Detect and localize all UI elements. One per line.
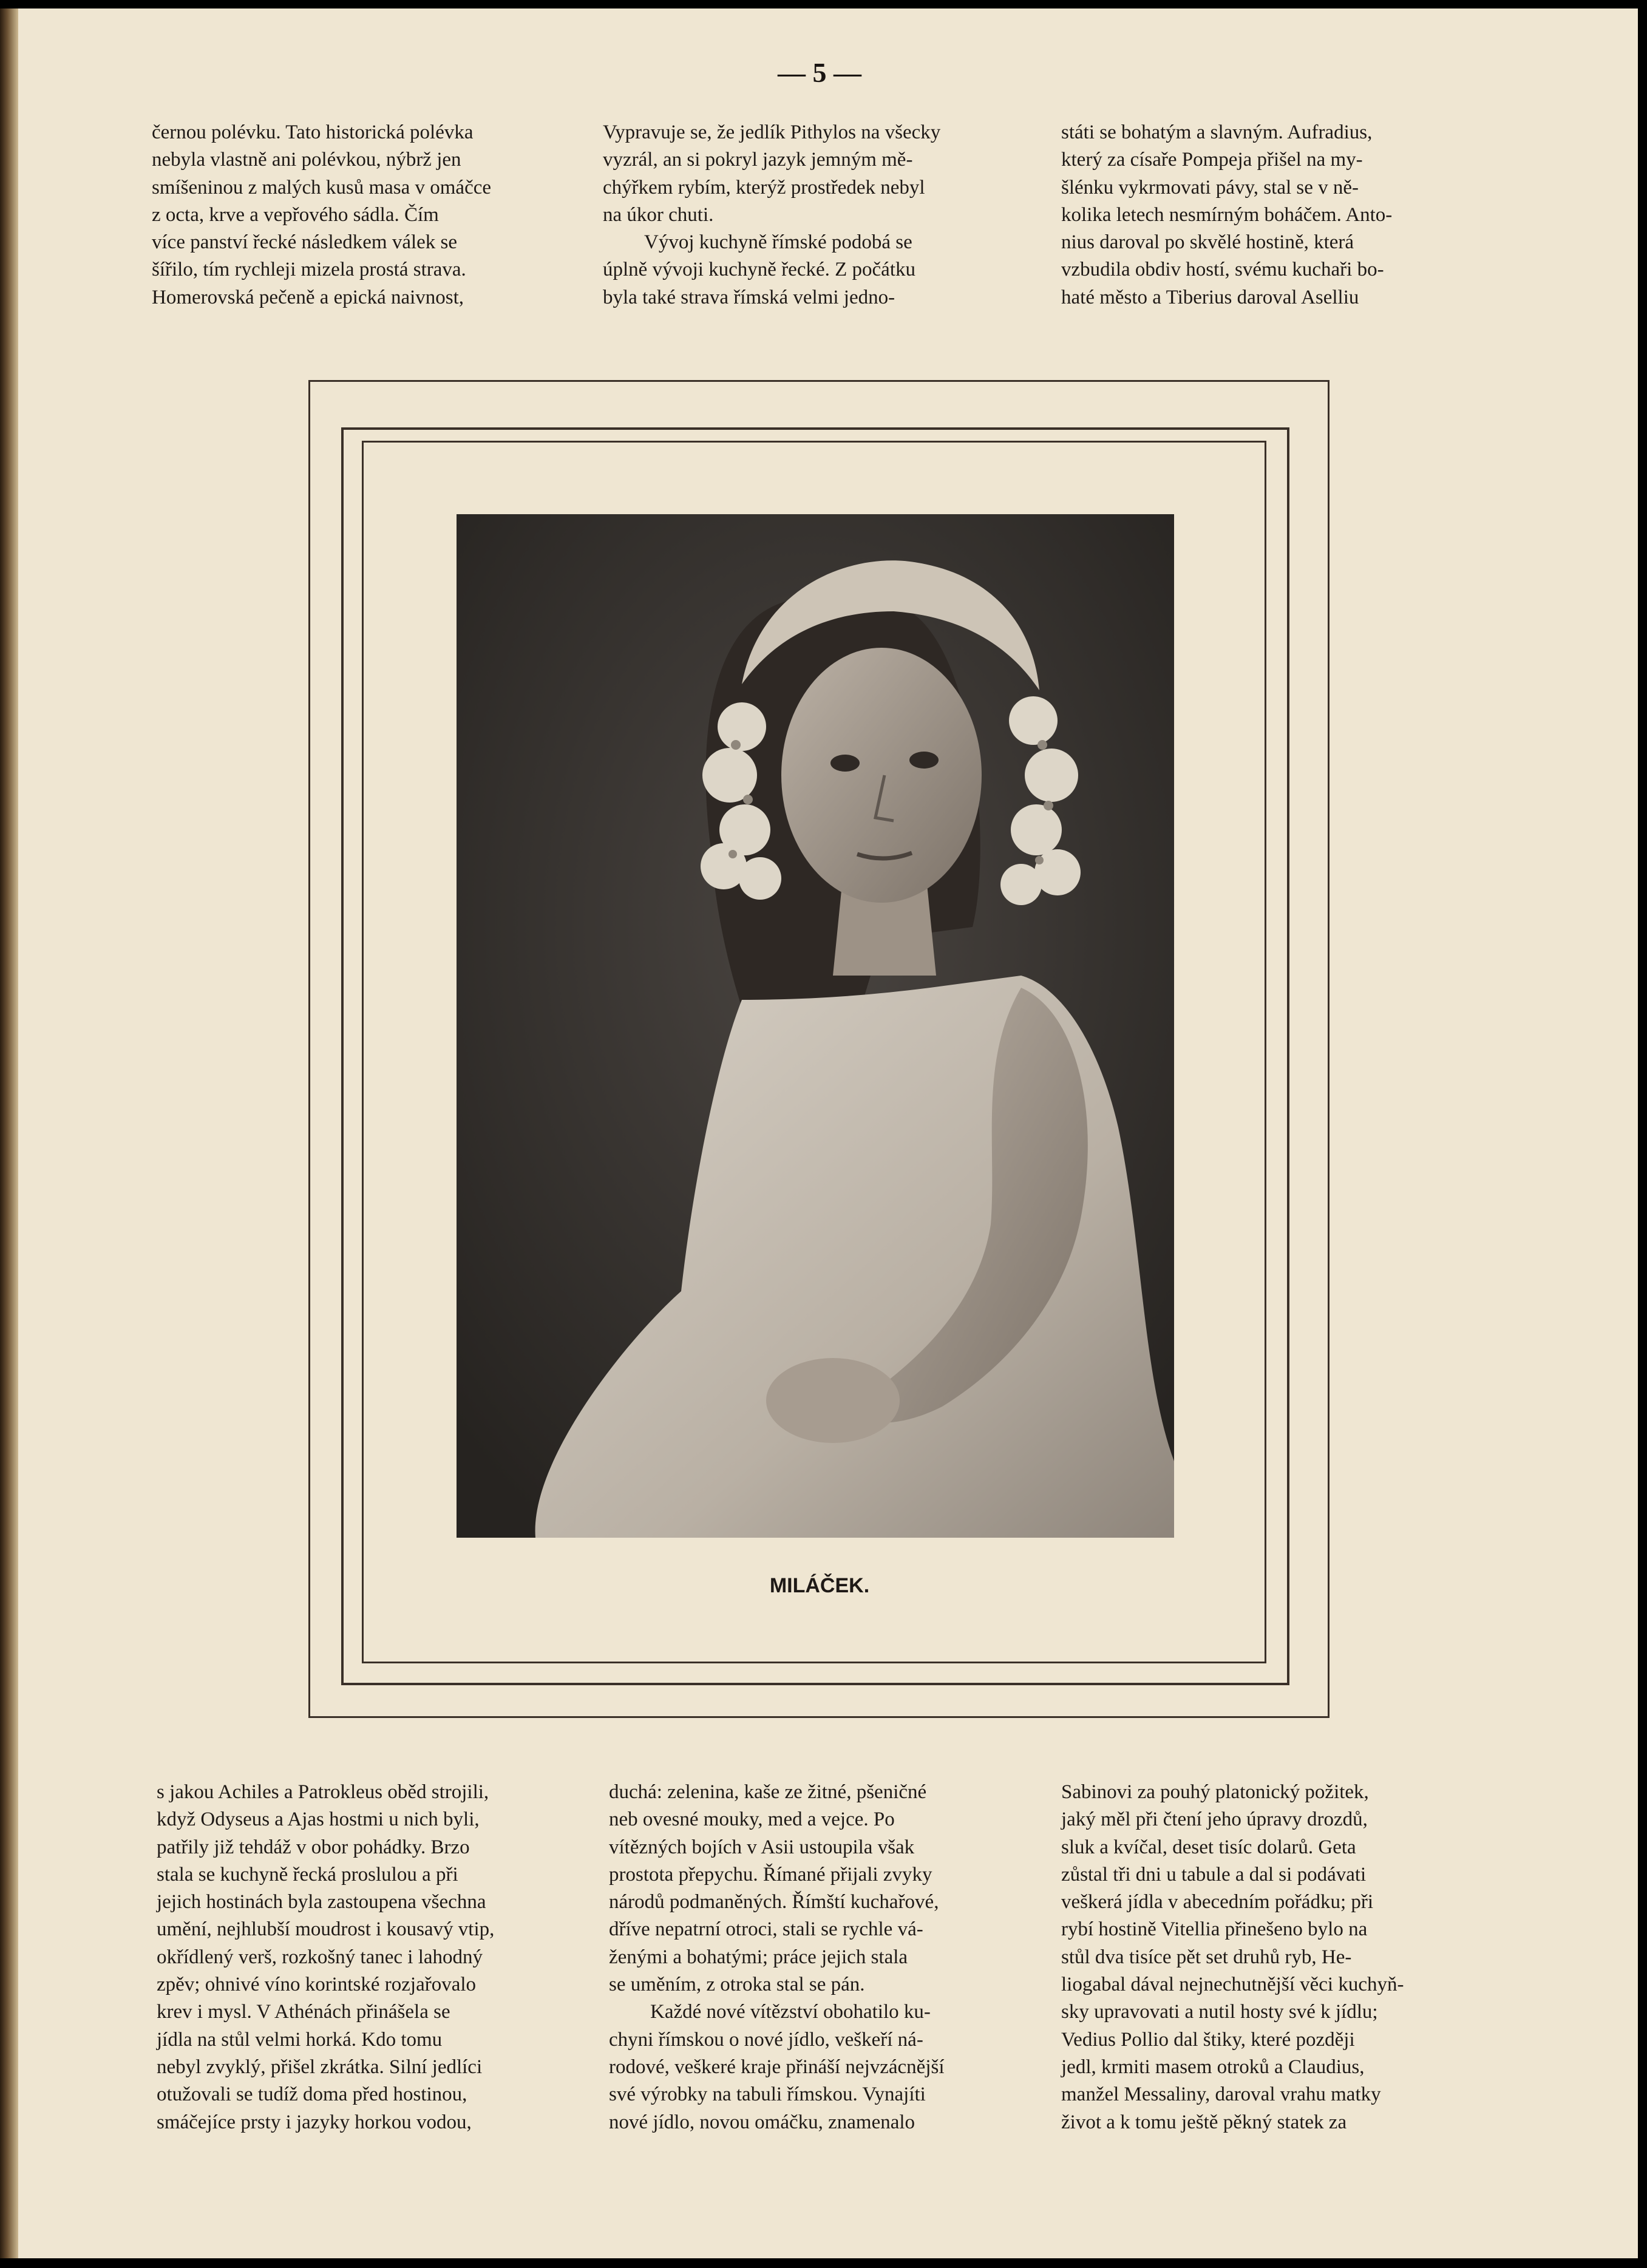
text-line: byla také strava římská velmi jedno-	[603, 286, 895, 308]
text-line: stůl dva tisíce pět set druhů ryb, He-	[1061, 1946, 1352, 1968]
page-binding-shadow	[0, 8, 18, 2258]
text-line: Vypravuje se, že jedlík Pithylos na všecky	[603, 121, 941, 143]
text-line: patřily již tehdáž v obor pohádky. Brzo	[157, 1836, 470, 1858]
text-line: státi se bohatým a slavným. Aufradius,	[1061, 121, 1373, 143]
text-line: otužovali se tudíž doma před hostinou,	[157, 2083, 467, 2106]
text-line: zpěv; ohnivé víno korintské rozjařovalo	[157, 1974, 477, 1996]
figure-caption: MILÁČEK.	[769, 1574, 870, 1597]
text-line: smíšeninou z malých kusů masa v omáčce	[152, 176, 492, 199]
text-line: okřídlený verš, rozkošný tanec i lahodný	[157, 1946, 483, 1968]
text-line: jídla na stůl velmi horká. Kdo tomu	[157, 2028, 443, 2051]
text-line: nius daroval po skvělé hostině, která	[1061, 231, 1354, 254]
text-line: zůstal tři dni u tabule a dal si podávati	[1061, 1863, 1367, 1886]
text-line: liogabal dával nejnechutnější věci kuchyň-	[1061, 1974, 1404, 1996]
text-line: se uměním, z otroka stal se pán.	[609, 1974, 865, 1996]
text-line: manžel Messaliny, daroval vrahu matky	[1061, 2083, 1381, 2106]
text-line: na úkor chuti.	[603, 203, 714, 226]
text-line: Vedius Pollio dal štiky, které později	[1061, 2028, 1355, 2051]
text-line: vzbudila obdiv hostí, svému kuchaři bo-	[1061, 259, 1384, 281]
text-line: sluk a kvíčal, deset tisíc dolarů. Geta	[1061, 1836, 1356, 1858]
text-line: vyzrál, an si pokryl jazyk jemným mě-	[603, 149, 913, 171]
photograph-illustration	[457, 514, 1174, 1538]
text-line: nebyl zvyklý, přišel zkrátka. Silní jedlíci	[157, 2056, 483, 2078]
text-line: vítězných bojích v Asii ustoupila však	[609, 1836, 915, 1858]
text-line: Sabinovi za pouhý platonický požitek,	[1061, 1781, 1369, 1803]
top-text-column-2	[603, 119, 1016, 311]
text-line: více panství řecké následkem válek se	[152, 231, 458, 254]
text-line: šířilo, tím rychleji mizela prostá strava.	[152, 259, 466, 281]
text-line: krev i mysl. V Athénách přinášela se	[157, 2001, 450, 2023]
text-line: stala se kuchyně řecká proslulou a při	[157, 1863, 458, 1886]
text-line: nové jídlo, novou omáčku, znamenalo	[609, 2111, 915, 2133]
text-line: který za císaře Pompeja přišel na my-	[1061, 149, 1363, 171]
text-line: černou polévku. Tato historická polévka	[152, 121, 474, 143]
text-line: sky upravovati a nutil hosty své k jídlu;	[1061, 2001, 1378, 2023]
bottom-text-column-1	[157, 1779, 579, 2136]
text-line: prostota přepychu. Římané přijali zvyky	[609, 1863, 932, 1886]
text-line: kolika letech nesmírným boháčem. Anto-	[1061, 203, 1393, 226]
magazine-page	[0, 8, 1638, 2258]
text-line: rybí hostině Vitellia přinešeno bylo na	[1061, 1918, 1368, 1941]
text-line: dříve nepatrní otroci, stali se rychle vá-	[609, 1918, 923, 1941]
text-line: neb ovesné mouky, med a vejce. Po	[609, 1808, 895, 1831]
text-line: ženými a bohatými; práce jejich stala	[609, 1946, 908, 1968]
top-text-column-3	[1061, 119, 1474, 311]
text-line: smáčejíce prsty i jazyky horkou vodou,	[157, 2111, 472, 2133]
text-line: haté město a Tiberius daroval Aselliu	[1061, 286, 1359, 308]
text-line: chyni římskou o nové jídlo, veškeří ná-	[609, 2028, 923, 2051]
bottom-text-column-2	[609, 1779, 1031, 2136]
text-line: chýřkem rybím, kterýž prostředek nebyl	[603, 176, 925, 199]
text-line: když Odyseus a Ajas hostmi u nich byli,	[157, 1808, 480, 1831]
text-line: úplně vývoji kuchyně řecké. Z počátku	[603, 259, 915, 281]
text-line: Homerovská pečeně a epická naivnost,	[152, 286, 464, 308]
text-line: rodové, veškeré kraje přináší nejvzácnější	[609, 2056, 945, 2078]
text-line: šlénku vykrmovati pávy, stal se v ně-	[1061, 176, 1359, 199]
text-line: s jakou Achiles a Patrokleus oběd strojili,	[157, 1781, 489, 1803]
text-line: jaký měl při čtení jeho úpravy drozdů,	[1061, 1808, 1368, 1831]
text-line: své výrobky na tabuli římskou. Vynajíti	[609, 2083, 926, 2106]
text-line: umění, nejhlubší moudrost i kousavý vtip,	[157, 1918, 495, 1941]
text-line: národů podmaněných. Římští kuchařové,	[609, 1891, 939, 1913]
top-text-column-1	[152, 119, 565, 311]
text-line: jedl, krmiti masem otroků a Claudius,	[1061, 2056, 1365, 2078]
text-line: život a k tomu ještě pěkný statek za	[1061, 2111, 1347, 2133]
text-line: veškerá jídla v abecedním pořádku; při	[1061, 1891, 1374, 1913]
text-line: Každé nové vítězství obohatilo ku-	[650, 2001, 931, 2023]
text-line: z octa, krve a vepřového sádla. Čím	[152, 203, 439, 226]
bottom-text-column-3	[1061, 1779, 1486, 2136]
text-line: jejich hostinách byla zastoupena všechna	[157, 1891, 486, 1913]
text-line: Vývoj kuchyně římské podobá se	[644, 231, 912, 254]
text-line: nebyla vlastně ani polévkou, nýbrž jen	[152, 149, 461, 171]
page-number: — 5 —	[778, 57, 861, 88]
text-line: duchá: zelenina, kaše ze žitné, pšeničné	[609, 1781, 927, 1803]
photograph	[457, 514, 1174, 1538]
